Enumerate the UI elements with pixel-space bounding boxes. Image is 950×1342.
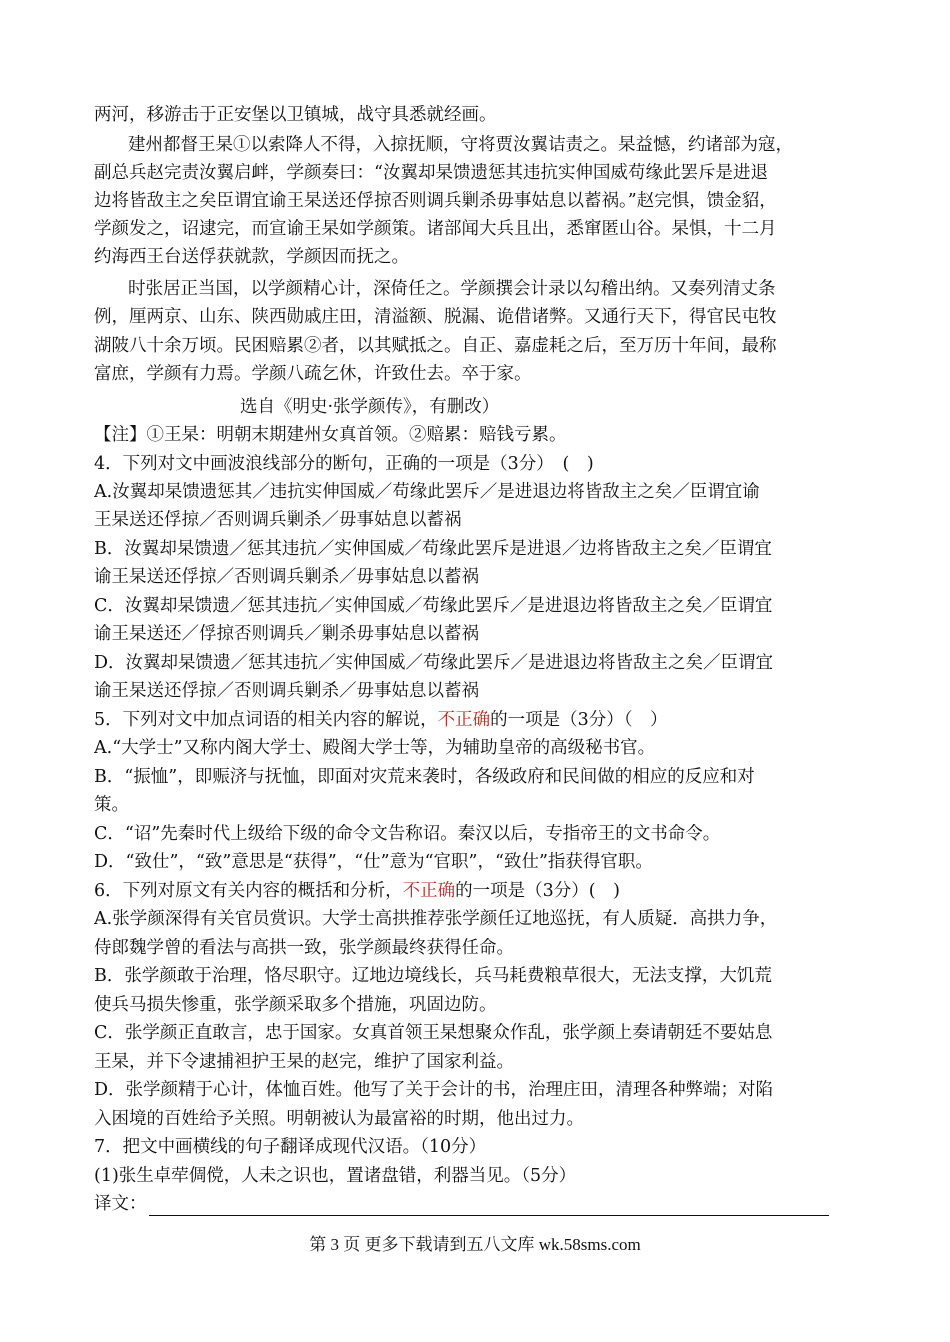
passage-line: 湖陂八十余万顷。民困赔累②者，以其赋抵之。自正、嘉虚耗之后，至万历十年间，最称	[94, 336, 777, 356]
q6-stem: 6．下列对原文有关内容的概括和分析，不正确的一项是（3分）( )	[94, 881, 620, 901]
passage-line: 学颜发之，诏逮完，而宣谕王杲如学颜策。诸部闻大兵且出，悉窜匿山谷。杲惧，十二月	[94, 219, 777, 239]
q6-option-d-cont: 入困境的百姓给予关照。明朝被认为最富裕的时期，他出过力。	[94, 1109, 584, 1129]
q4-stem: 4．下列对文中画波浪线部分的断句，正确的一项是（3分） ( )	[94, 454, 594, 474]
q4-option-c-cont: 谕王杲送还／俘掠否则调兵／剿杀毋事姑息以蓄祸	[94, 624, 479, 644]
passage-line: 例，厘两京、山东、陕西勋戚庄田，清溢额、脱漏、诡借诸弊。又通行天下，得官民屯牧	[94, 307, 777, 327]
q5-stem: 5．下列对文中加点词语的相关内容的解说，不正确的一项是（3分）（ ）	[94, 710, 668, 730]
q7-sub1: (1)张生卓荦倜傥，人未之识也，置诸盘错，利器当见。（5分）	[94, 1166, 577, 1186]
passage-source: 选自《明史·张学颜传》，有删改）	[240, 397, 500, 417]
passage-line: 时张居正当国，以学颜精心计，深倚任之。学颜撰会计录以勾稽出纳。又奏列清丈条	[128, 279, 776, 299]
q4-option-a: A.汝翼却杲馈遗惩其／违抗实伸国威／苟缘此罢斥／是进退边将皆敌主之矣／臣谓宜谕	[94, 482, 760, 502]
q4-option-d: D．汝翼却杲馈遗／惩其违抗／实伸国威／苟缘此罢斥／是进退边将皆敌主之矣／臣谓宜	[94, 653, 774, 673]
q6-option-a-cont: 侍郎魏学曾的看法与高拱一致，张学颜最终获得任命。	[94, 938, 514, 958]
q4-option-b-cont: 谕王杲送还俘掠／否则调兵剿杀／毋事姑息以蓄祸	[94, 567, 479, 587]
q5-option-a: A.“大学士”又称内阁大学士、殿阁大学士等，为辅助皇帝的高级秘书官。	[94, 738, 656, 758]
q5-option-b: B．“振恤”，即赈济与抚恤，即面对灾荒来袭时，各级政府和民间做的相应的反应和对	[94, 767, 755, 787]
q6-option-c: C．张学颜正直敢言，忠于国家。女真首领王杲想聚众作乱，张学颜上奏请朝廷不要姑息	[94, 1023, 773, 1043]
q6-option-b-cont: 使兵马损失惨重，张学颜采取多个措施，巩固边防。	[94, 995, 497, 1015]
emphasis-incorrect: 不正确	[437, 710, 491, 730]
q6-option-b: B．张学颜敢于治理，恪尽职守。辽地边境线长，兵马耗费粮草很大，无法支撑，大饥荒	[94, 966, 772, 986]
answer-blank[interactable]	[149, 1197, 829, 1216]
q4-option-b: B．汝翼却杲馈遗／惩其违抗／实伸国威／苟缘此罢斥是进退／边将皆敌主之矣／臣谓宜	[94, 539, 772, 559]
q4-option-a-cont: 王杲送还俘掠／否则调兵剿杀／毋事姑息以蓄祸	[94, 510, 462, 530]
q6-option-d: D．张学颜精于心计，体恤百姓。他写了关于会计的书，治理庄田，清理各种弊端；对陷	[94, 1080, 774, 1100]
q5-option-b-cont: 策。	[94, 795, 129, 815]
passage-line: 两河，移游击于正安堡以卫镇城，战守具悉就经画。	[94, 105, 497, 125]
q6-option-a: A.张学颜深得有关官员赏识。大学士高拱推荐张学颜任辽地巡抚，有人质疑．高拱力争，	[94, 909, 778, 929]
passage-line: 建州都督王杲①以索降人不得，入掠抚顺，守将贾汝翼诘责之。杲益憾，约诸部为寇，	[128, 135, 793, 155]
q7-stem: 7．把文中画横线的句子翻译成现代汉语。（10分）	[94, 1137, 487, 1157]
q4-option-d-cont: 谕王杲送还俘掠／否则调兵剿杀／毋事姑息以蓄祸	[94, 681, 479, 701]
q4-option-c: C．汝翼却杲馈遗／惩其违抗／实伸国威／苟缘此罢斥／是进退边将皆敌主之矣／臣谓宜	[94, 596, 773, 616]
answer-label: 译文：	[94, 1194, 147, 1214]
q6-option-c-cont: 王杲，并下令逮捕袒护王杲的赵完，维护了国家利益。	[94, 1052, 514, 1072]
passage-line: 约海西王台送俘获就款，学颜因而抚之。	[94, 247, 409, 267]
page-footer: 第 3 页 更多下载请到五八文库 wk.58sms.com	[309, 1235, 641, 1254]
emphasis-incorrect: 不正确	[402, 881, 456, 901]
passage-note: 【注】①王杲：明朝末期建州女真首领。②赔累：赔钱亏累。	[94, 425, 567, 445]
passage-line: 边将皆敌主之矣臣谓宜谕王杲送还俘掠否则调兵剿杀毋事姑息以蓄祸。”赵完惧，馈金貂，	[94, 191, 777, 211]
passage-line: 副总兵赵完责汝翼启衅，学颜奏曰：“汝翼却杲馈遗惩其违抗实伸国威苟缘此罢斥是进退	[94, 163, 768, 183]
q7-answer-line	[94, 1192, 864, 1216]
passage-line: 富庶，学颜有力焉。学颜八疏乞休，许致仕去。卒于家。	[94, 364, 532, 384]
q5-option-c: C．“诏”先秦时代上级给下级的命令文告称诏。秦汉以后，专指帝王的文书命令。	[94, 824, 721, 844]
q5-option-d: D．“致仕”，“致”意思是“获得”，“仕”意为“官职”，“致仕”指获得官职。	[94, 852, 653, 872]
